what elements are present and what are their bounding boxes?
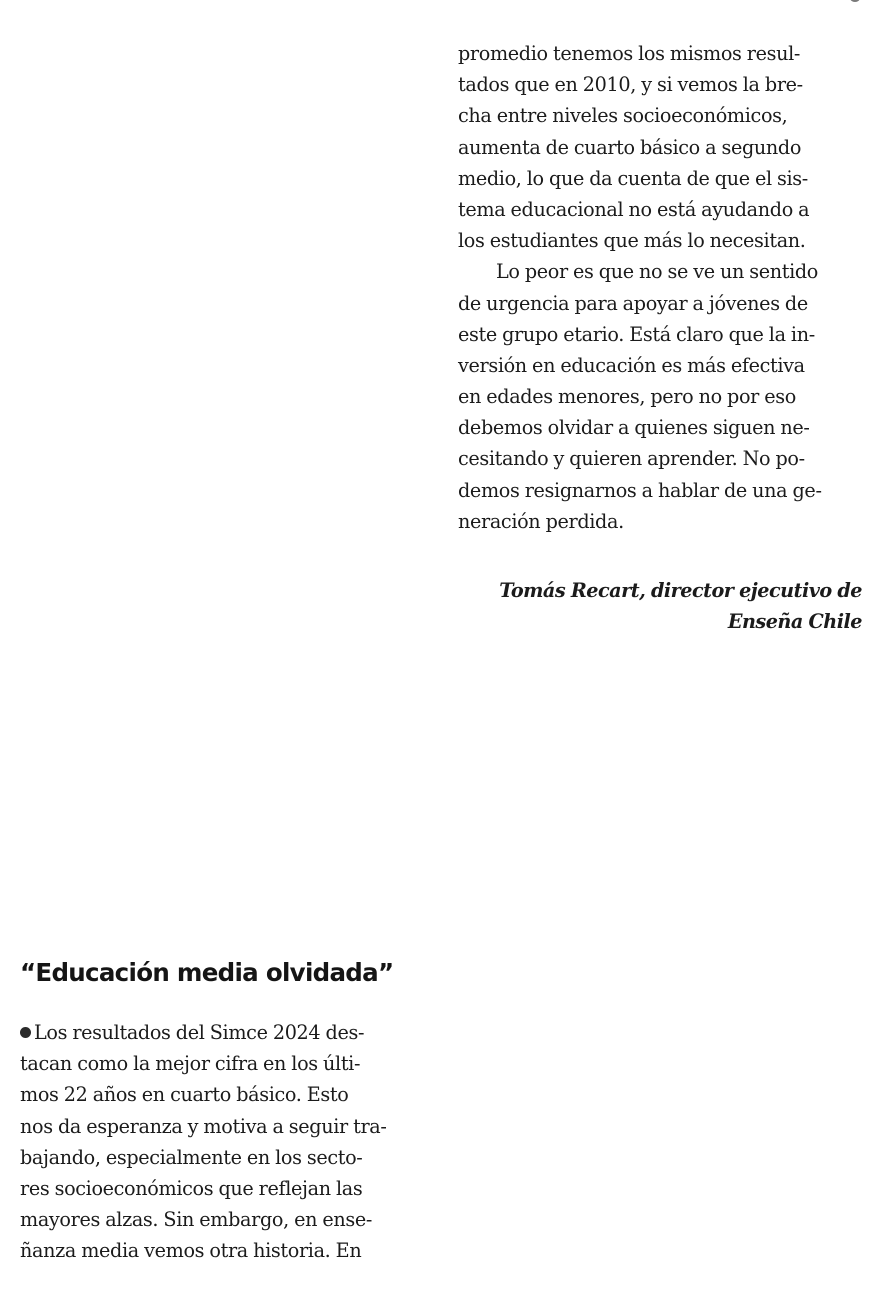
body-line-text: Los resultados del Simce 2024 des- <box>34 1021 365 1044</box>
body-line: promedio tenemos los mismos resul- <box>458 42 801 65</box>
body-line: este grupo etario. Está claro que la in- <box>458 322 815 346</box>
body-line: versión en educación es más efectiva <box>458 353 805 377</box>
body-line: res socioeconómicos que reflejan las <box>20 1176 363 1200</box>
body-line: nos da esperanza y motiva a seguir tra- <box>20 1114 387 1138</box>
body-line: demos resignarnos a hablar de una ge- <box>458 478 822 502</box>
body-line-first <box>20 1017 434 1048</box>
body-line: bajando, especialmente en los secto- <box>20 1145 363 1169</box>
letter-headline: “Educación media olvidada” <box>20 958 394 987</box>
body-line: cesitando y quieren aprender. No po- <box>458 447 805 471</box>
body-line: los estudiantes que más lo necesitan. <box>458 229 806 253</box>
letter-continuation-column <box>458 38 862 637</box>
letter-start-column <box>20 1017 434 1267</box>
body-line: mos 22 años en cuarto básico. Esto <box>20 1083 349 1107</box>
body-line: neración perdida. <box>458 509 624 533</box>
signature-spacer <box>458 537 862 575</box>
body-line: en edades menores, pero no por eso <box>458 385 796 409</box>
body-line: de urgencia para apoyar a jóvenes de <box>458 291 808 315</box>
author-organization: Enseña Chile <box>727 610 862 634</box>
body-line: tacan como la mejor cifra en los últi- <box>20 1052 361 1076</box>
bullet-icon <box>20 1027 31 1038</box>
body-line: tados que en 2010, y si vemos la bre- <box>458 73 803 97</box>
body-line: mayores alzas. Sin embargo, en ense- <box>20 1208 372 1232</box>
body-line: medio, lo que da cuenta de que el sis- <box>458 166 808 190</box>
body-line: cha entre niveles socioeconómicos, <box>458 104 788 128</box>
author-signature: Tomás Recart, director ejecutivo de <box>499 579 862 602</box>
page-edge-mark <box>850 0 860 2</box>
body-line: debemos olvidar a quienes siguen ne- <box>458 416 810 440</box>
body-line: ñanza media vemos otra historia. En <box>20 1239 362 1263</box>
body-line: tema educacional no está ayudando a <box>458 197 810 221</box>
body-line: aumenta de cuarto básico a segundo <box>458 135 802 159</box>
paragraph-first-line: Lo peor es que no se ve un sentido <box>496 260 819 284</box>
